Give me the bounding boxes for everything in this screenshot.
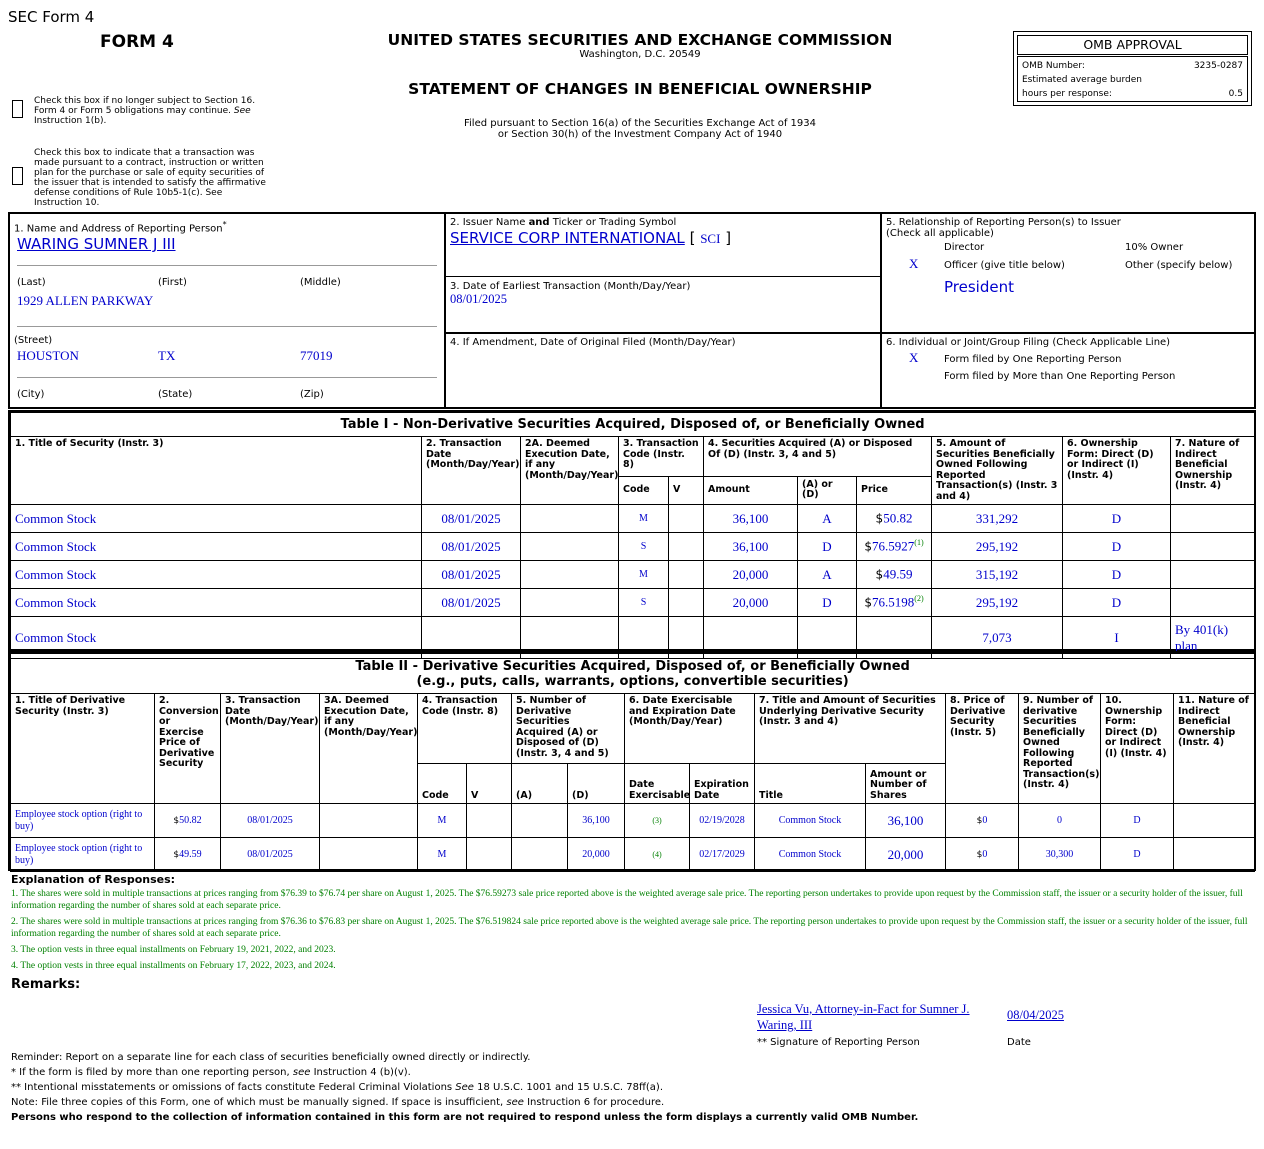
t2-subheader-a: (A): [512, 764, 568, 804]
ownership-nature: By 401(k) plan: [1171, 617, 1255, 659]
signature-link[interactable]: Jessica Vu, Attorney-in-Fact for Sumner J. Waring, III: [757, 1002, 970, 1032]
state-label: (State): [158, 389, 193, 400]
footer-line-4: Note: File three copies of this Form, one of which must be manually signed. If space is insufficient, see Instruction 6 for procedure.: [11, 1097, 665, 1108]
t1-header-form: 6. Ownership Form: Direct (D) or Indirect (I) (Instr. 4): [1063, 437, 1171, 505]
footer-line-3: ** Intentional misstatements or omissions of facts constitute Federal Criminal Violations See 18 U.S.C. 1001 and 15 U.S.C. 78ff(a).: [11, 1082, 664, 1093]
agency-title: UNITED STATES SECURITIES AND EXCHANGE COMMISSION: [387, 31, 893, 49]
security-title: Common Stock: [11, 561, 422, 589]
derivative-price: $0: [946, 838, 1019, 872]
derivative-title: Employee stock option (right to buy): [11, 838, 155, 872]
rule-10b5-checkbox[interactable]: [12, 167, 23, 185]
conversion-price: $50.82: [155, 804, 221, 838]
underlying-title: Common Stock: [755, 838, 866, 872]
t2-header-conversion: 2. Conversion or Exercise Price of Derivative Security: [155, 694, 221, 804]
table-derivative: [8, 651, 1256, 871]
table1-title: Table I - Non-Derivative Securities Acquired, Disposed of, or Beneficially Owned: [11, 413, 1255, 437]
acquired-count: [512, 838, 568, 872]
t1-subheader-amount: Amount: [704, 476, 798, 504]
ownership-nature: [1171, 533, 1255, 561]
amount: 20,000: [704, 561, 798, 589]
derivative-title: Employee stock option (right to buy): [11, 804, 155, 838]
box5-sublabel: (Check all applicable): [886, 228, 994, 239]
signature-date-link[interactable]: 08/04/2025: [1007, 1008, 1064, 1022]
t2-header-code: 4. Transaction Code (Instr. 8): [418, 694, 512, 764]
box6-label: 6. Individual or Joint/Group Filing (Check Applicable Line): [886, 337, 1171, 348]
transaction-date: 08/01/2025: [221, 838, 320, 872]
table-row: [11, 505, 1255, 533]
footnote-1: 1. The shares were sold in multiple transactions at prices ranging from $76.39 to $76.74 per share on August 1, 2025. The $76.59273 sale price reported above is the weighted average sale price. The reporting person undertakes to provide upon request by the Commission staff, the issuer or a security holder of the issuer, full information regarding the number of shares sold at each separate price.: [11, 889, 1243, 911]
deemed-date: [521, 561, 619, 589]
price: $76.5927$^{(1)}$: [857, 533, 932, 561]
checkbox2-text: Check this box to indicate that a transaction was made pursuant to a contract, instruction or written plan for the purchase or sale of equity securities of the issuer that is intended to satisfy the affirmative defense conditions of Rule 10b5-1(c). See Instruction 10.: [34, 148, 266, 208]
first-label: (First): [158, 277, 187, 288]
transaction-code: S: [619, 533, 669, 561]
officer-check-mark: X: [909, 256, 919, 271]
disposed-count: 36,100: [568, 804, 625, 838]
t2-header-date: 3. Transaction Date (Month/Day/Year): [221, 694, 320, 804]
amount: 36,100: [704, 533, 798, 561]
ownership-form: I: [1063, 617, 1171, 659]
deemed-date: [521, 505, 619, 533]
box3-label: 3. Date of Earliest Transaction (Month/Day/Year): [450, 281, 691, 292]
t1-header-nature: 7. Nature of Indirect Beneficial Ownership (Instr. 4): [1171, 437, 1255, 505]
t1-header-title: 1. Title of Security (Instr. 3): [11, 437, 422, 505]
box5-label: 5. Relationship of Reporting Person(s) to Issuer: [886, 217, 1121, 228]
state-value: TX: [158, 348, 176, 363]
derivatives-owned: 0: [1019, 804, 1101, 838]
city-label: (City): [17, 389, 45, 400]
t2-header-price: 8. Price of Derivative Security (Instr. 5): [946, 694, 1019, 804]
footer-reminder: Reminder: Report on a separate line for each class of securities beneficially owned directly or indirectly.: [11, 1052, 531, 1063]
acquired-disposed: A: [798, 561, 857, 589]
reporting-person-name-link[interactable]: WARING SUMNER J III: [17, 235, 176, 253]
disposed-count: 20,000: [568, 838, 625, 872]
omb-number-label: OMB Number:: [1022, 61, 1085, 71]
derivative-price: $0: [946, 804, 1019, 838]
t1-header-deemed: 2A. Deemed Execution Date, if any (Month/Day/Year): [521, 437, 619, 505]
amount-owned: 295,192: [932, 589, 1063, 617]
checkbox1-text: Check this box if no longer subject to Section 16. Form 4 or Form 5 obligations may continue. See Instruction 1(b).: [34, 96, 256, 126]
ticker-symbol: SCI: [700, 231, 721, 246]
amount: 36,100: [704, 505, 798, 533]
deemed-date: [320, 838, 418, 872]
footnote-4: 4. The option vests in three equal installments on February 17, 2022, 2023, and 2024.: [11, 961, 336, 971]
date-label: Date: [1007, 1037, 1031, 1048]
v-flag: [669, 561, 704, 589]
t2-subheader-expiration: Expiration Date: [690, 764, 755, 804]
derivatives-owned: 30,300: [1019, 838, 1101, 872]
transaction-code: M: [619, 505, 669, 533]
ownership-nature: [1174, 804, 1255, 838]
ownership-nature: [1171, 589, 1255, 617]
acquired-count: [512, 804, 568, 838]
omb-approval-box: [1013, 31, 1252, 106]
filed-line-2: or Section 30(h) of the Investment Company Act of 1940: [497, 129, 783, 140]
agency-city: Washington, D.C. 20549: [579, 49, 701, 60]
ownership-form: D: [1063, 561, 1171, 589]
t1-header-acquired: 4. Securities Acquired (A) or Disposed Of (D) (Instr. 3, 4 and 5): [704, 437, 932, 477]
other-option: Other (specify below): [1125, 260, 1233, 271]
box2-label: 2. Issuer Name and Ticker or Trading Symbol: [450, 217, 677, 228]
table-row: [11, 589, 1255, 617]
security-title: Common Stock: [11, 589, 422, 617]
amount-owned: 331,292: [932, 505, 1063, 533]
transaction-code: M: [619, 561, 669, 589]
ownership-form: D: [1101, 838, 1174, 872]
deemed-date: [521, 589, 619, 617]
table-row: [11, 533, 1255, 561]
officer-option: Officer (give title below): [944, 260, 1065, 271]
t2-header-underlying: 7. Title and Amount of Securities Underlying Derivative Security (Instr. 3 and 4): [755, 694, 946, 764]
table-non-derivative: [8, 410, 1256, 651]
one-person-option: Form filed by One Reporting Person: [944, 354, 1122, 365]
v-flag: [669, 533, 704, 561]
acquired-disposed: D: [798, 533, 857, 561]
statement-title: STATEMENT OF CHANGES IN BENEFICIAL OWNERSHIP: [408, 80, 872, 98]
transaction-date: 08/01/2025: [422, 505, 521, 533]
underlying-title: Common Stock: [755, 804, 866, 838]
date-exercisable: (4): [625, 838, 690, 872]
t2-subheader-amount: Amount or Number of Shares: [866, 764, 946, 804]
deemed-date: [320, 804, 418, 838]
more-persons-option: Form filed by More than One Reporting Person: [944, 371, 1176, 382]
remarks-title: Remarks:: [11, 977, 81, 992]
table2-title: Table II - Derivative Securities Acquired, Disposed of, or Beneficially Owned (e.g., puts, calls, warrants, options, convertible securities): [11, 654, 1255, 694]
zip-value: 77019: [300, 348, 333, 363]
ownership-nature: [1171, 561, 1255, 589]
amount-owned: 7,073: [932, 617, 1063, 659]
t2-subheader-title: Title: [755, 764, 866, 804]
t1-header-code: 3. Transaction Code (Instr. 8): [619, 437, 704, 477]
omb-hours-value: 0.5: [1228, 89, 1243, 99]
t2-header-number: 5. Number of Derivative Securities Acquired (A) or Disposed of (D) (Instr. 3, 4 and 5): [512, 694, 625, 764]
sec-form-label: SEC Form 4: [8, 8, 95, 26]
amount: 20,000: [704, 589, 798, 617]
price: $76.5198$^{(2)}$: [857, 589, 932, 617]
street-label: (Street): [14, 335, 53, 346]
t1-subheader-v: V: [669, 476, 704, 504]
t1-subheader-price: Price: [857, 476, 932, 504]
transaction-date: 08/01/2025: [422, 589, 521, 617]
transaction-date: 08/01/2025: [221, 804, 320, 838]
transaction-date: 08/01/2025: [422, 561, 521, 589]
filing-check-mark: X: [909, 350, 919, 365]
ownership-form: D: [1101, 804, 1174, 838]
box1-label: 1. Name and Address of Reporting Person*: [14, 220, 227, 235]
middle-label: (Middle): [300, 277, 341, 288]
v-flag: [669, 589, 704, 617]
ownership-form: D: [1063, 589, 1171, 617]
underlying-amount: 20,000: [866, 838, 946, 872]
deemed-date: [521, 533, 619, 561]
transaction-code: S: [619, 589, 669, 617]
underlying-amount: 36,100: [866, 804, 946, 838]
form-title: FORM 4: [100, 32, 174, 52]
security-title: Common Stock: [11, 505, 422, 533]
transaction-date: 08/01/2025: [422, 533, 521, 561]
t2-subheader-exercisable: Date Exercisable: [625, 764, 690, 804]
date-exercisable: (3): [625, 804, 690, 838]
officer-title: President: [944, 278, 1014, 296]
table-row: [11, 804, 1255, 838]
t2-subheader-code: Code: [418, 764, 467, 804]
footer-line-2: * If the form is filed by more than one reporting person, see Instruction 4 (b)(v).: [11, 1067, 411, 1078]
zip-label: (Zip): [300, 389, 324, 400]
price: $50.82: [857, 505, 932, 533]
table-row: [11, 838, 1255, 872]
earliest-transaction-date: 08/01/2025: [450, 292, 507, 306]
security-title: Common Stock: [11, 533, 422, 561]
director-option: Director: [944, 242, 985, 253]
city-value: HOUSTON: [17, 348, 79, 363]
issuer-line: SERVICE CORP INTERNATIONAL [ SCI ]: [450, 229, 732, 247]
amount-owned: 315,192: [932, 561, 1063, 589]
expiration-date: 02/19/2028: [690, 804, 755, 838]
omb-title: OMB APPROVAL: [1017, 35, 1248, 55]
t2-header-owned: 9. Number of derivative Securities Beneficially Owned Following Reported Transaction(s) (Instr. 4): [1019, 694, 1101, 804]
signature-label: ** Signature of Reporting Person: [757, 1037, 920, 1048]
filed-line-1: Filed pursuant to Section 16(a) of the Securities Exchange Act of 1934: [464, 118, 816, 129]
transaction-code: M: [418, 804, 467, 838]
issuer-name-link[interactable]: SERVICE CORP INTERNATIONAL: [450, 229, 685, 247]
table-row: [11, 561, 1255, 589]
acquired-disposed: D: [798, 589, 857, 617]
footnote-2: 2. The shares were sold in multiple transactions at prices ranging from $76.36 to $76.83 per share on August 1, 2025. The $76.519824 sale price reported above is the weighted average sale price. The reporting person undertakes to provide upon request by the Commission staff, the issuer or a security holder of the issuer, full information regarding the number of shares sold at each separate price.: [11, 917, 1248, 939]
security-title: Common Stock: [11, 617, 422, 659]
t2-header-nature: 11. Nature of Indirect Beneficial Ownership (Instr. 4): [1174, 694, 1255, 804]
t2-header-title: 1. Title of Derivative Security (Instr. 3): [11, 694, 155, 804]
ten-percent-owner-option: 10% Owner: [1125, 242, 1184, 253]
street-value: 1929 ALLEN PARKWAY: [17, 293, 154, 308]
t1-subheader-ad: (A) or (D): [798, 476, 857, 504]
omb-burden-label: Estimated average burden: [1022, 75, 1142, 85]
v-flag: [669, 505, 704, 533]
t2-subheader-d: (D): [568, 764, 625, 804]
ownership-nature: [1174, 838, 1255, 872]
footnote-3: 3. The option vests in three equal installments on February 19, 2021, 2022, and 2023.: [11, 945, 336, 955]
conversion-price: $49.59: [155, 838, 221, 872]
omb-hours-label: hours per response:: [1022, 89, 1112, 99]
t1-subheader-code: Code: [619, 476, 669, 504]
no-longer-subject-checkbox[interactable]: [12, 100, 23, 118]
v-flag: [467, 804, 512, 838]
explanation-title: Explanation of Responses:: [11, 873, 176, 886]
v-flag: [467, 838, 512, 872]
price: $49.59: [857, 561, 932, 589]
t1-header-date: 2. Transaction Date (Month/Day/Year): [422, 437, 521, 505]
amount-owned: 295,192: [932, 533, 1063, 561]
ownership-form: D: [1063, 505, 1171, 533]
acquired-disposed: A: [798, 505, 857, 533]
t2-subheader-v: V: [467, 764, 512, 804]
ownership-form: D: [1063, 533, 1171, 561]
last-label: (Last): [17, 277, 46, 288]
omb-number-value: 3235-0287: [1193, 61, 1243, 71]
t1-header-owned: 5. Amount of Securities Beneficially Owned Following Reported Transaction(s) (Instr. 3 and 4): [932, 437, 1063, 505]
transaction-code: M: [418, 838, 467, 872]
t2-header-deemed: 3A. Deemed Execution Date, if any (Month/Day/Year): [320, 694, 418, 804]
box4-label: 4. If Amendment, Date of Original Filed (Month/Day/Year): [450, 337, 736, 348]
t2-header-form: 10. Ownership Form: Direct (D) or Indirect (I) (Instr. 4): [1101, 694, 1174, 804]
t2-header-exercisable: 6. Date Exercisable and Expiration Date (Month/Day/Year): [625, 694, 755, 764]
footer-omb-notice: Persons who respond to the collection of information contained in this form are not required to respond unless the form displays a currently valid OMB Number.: [11, 1112, 919, 1123]
expiration-date: 02/17/2029: [690, 838, 755, 872]
ownership-nature: [1171, 505, 1255, 533]
